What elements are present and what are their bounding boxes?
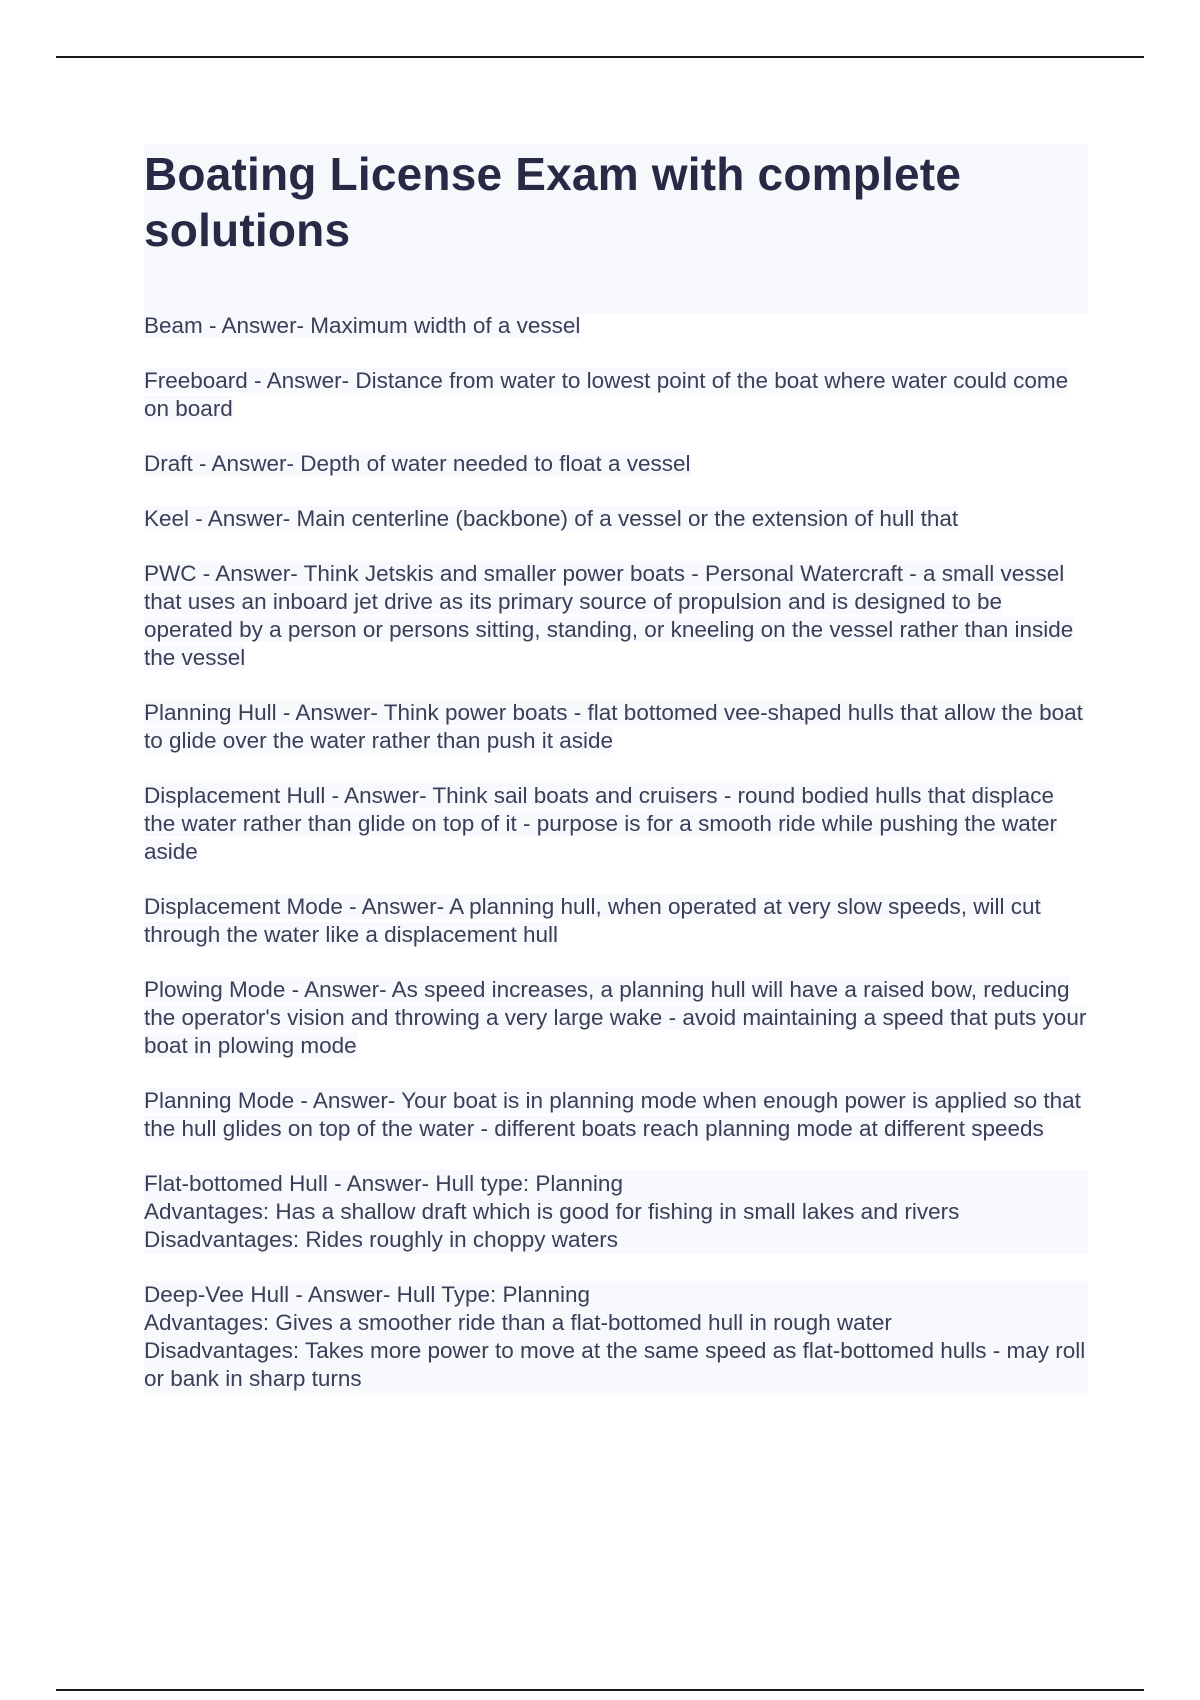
qa-entry-text: Displacement Mode - Answer- A planning hull, when operated at very slow speeds, will cut through the water like a displacement hull	[144, 894, 1041, 947]
qa-entry-beam	[144, 312, 1088, 340]
qa-entry-line: Flat-bottomed Hull - Answer- Hull type: Planning	[144, 1170, 1088, 1198]
qa-entry-text: Beam - Answer- Maximum width of a vessel	[144, 313, 581, 338]
bottom-divider	[56, 1689, 1144, 1691]
qa-entry-text: Draft - Answer- Depth of water needed to float a vessel	[144, 451, 691, 476]
qa-entry-text: Freeboard - Answer- Distance from water to lowest point of the boat where water could come on board	[144, 368, 1069, 421]
qa-entry-line: Advantages: Gives a smoother ride than a flat-bottomed hull in rough water	[144, 1309, 1088, 1337]
qa-entry-planning-hull	[144, 699, 1088, 755]
qa-entry-text: Planning Hull - Answer- Think power boats - flat bottomed vee-shaped hulls that allow the boat to glide over the water rather than push it aside	[144, 700, 1083, 753]
qa-entry-text: Keel - Answer- Main centerline (backbone) of a vessel or the extension of hull that	[144, 506, 959, 531]
qa-entry-keel	[144, 505, 1088, 533]
qa-entry-flat-bottomed-hull	[144, 1170, 1088, 1254]
qa-entry-text: Displacement Hull - Answer- Think sail boats and cruisers - round bodied hulls that displace the water rather than glide on top of it - purpose is for a smooth ride while pushing the water aside	[144, 783, 1058, 864]
qa-entry-draft	[144, 450, 1088, 478]
qa-entry-text: PWC - Answer- Think Jetskis and smaller power boats - Personal Watercraft - a small vessel that uses an inboard jet drive as its primary source of propulsion and is designed to be operated by a person or persons sitting, standing, or kneeling on the vessel rather than inside the vessel	[144, 561, 1074, 670]
title-block	[144, 144, 1088, 314]
qa-entry-line: Advantages: Has a shallow draft which is good for fishing in small lakes and rivers	[144, 1198, 1088, 1226]
qa-entry-text: Planning Mode - Answer- Your boat is in planning mode when enough power is applied so that the hull glides on top of the water - different boats reach planning mode at different speeds	[144, 1088, 1081, 1141]
qa-entry-pwc	[144, 560, 1088, 672]
qa-entry-planning-mode	[144, 1087, 1088, 1143]
qa-entry-line: Deep-Vee Hull - Answer- Hull Type: Planning	[144, 1281, 1088, 1309]
qa-entry-displacement-hull	[144, 782, 1088, 866]
qa-entry-freeboard	[144, 367, 1088, 423]
qa-entry-deep-vee-hull	[144, 1281, 1088, 1393]
qa-entry-line: Disadvantages: Takes more power to move at the same speed as flat-bottomed hulls - may roll or bank in sharp turns	[144, 1337, 1088, 1393]
page-title: Boating License Exam with complete solutions	[144, 148, 962, 256]
top-divider	[56, 56, 1144, 58]
qa-entry-text: Plowing Mode - Answer- As speed increases, a planning hull will have a raised bow, reducing the operator's vision and throwing a very large wake - avoid maintaining a speed that puts your boat in plowing mode	[144, 977, 1087, 1058]
qa-entry-plowing-mode	[144, 976, 1088, 1060]
qa-entry-displacement-mode	[144, 893, 1088, 949]
qa-list	[144, 312, 1088, 1420]
qa-entry-line: Disadvantages: Rides roughly in choppy waters	[144, 1226, 1088, 1254]
